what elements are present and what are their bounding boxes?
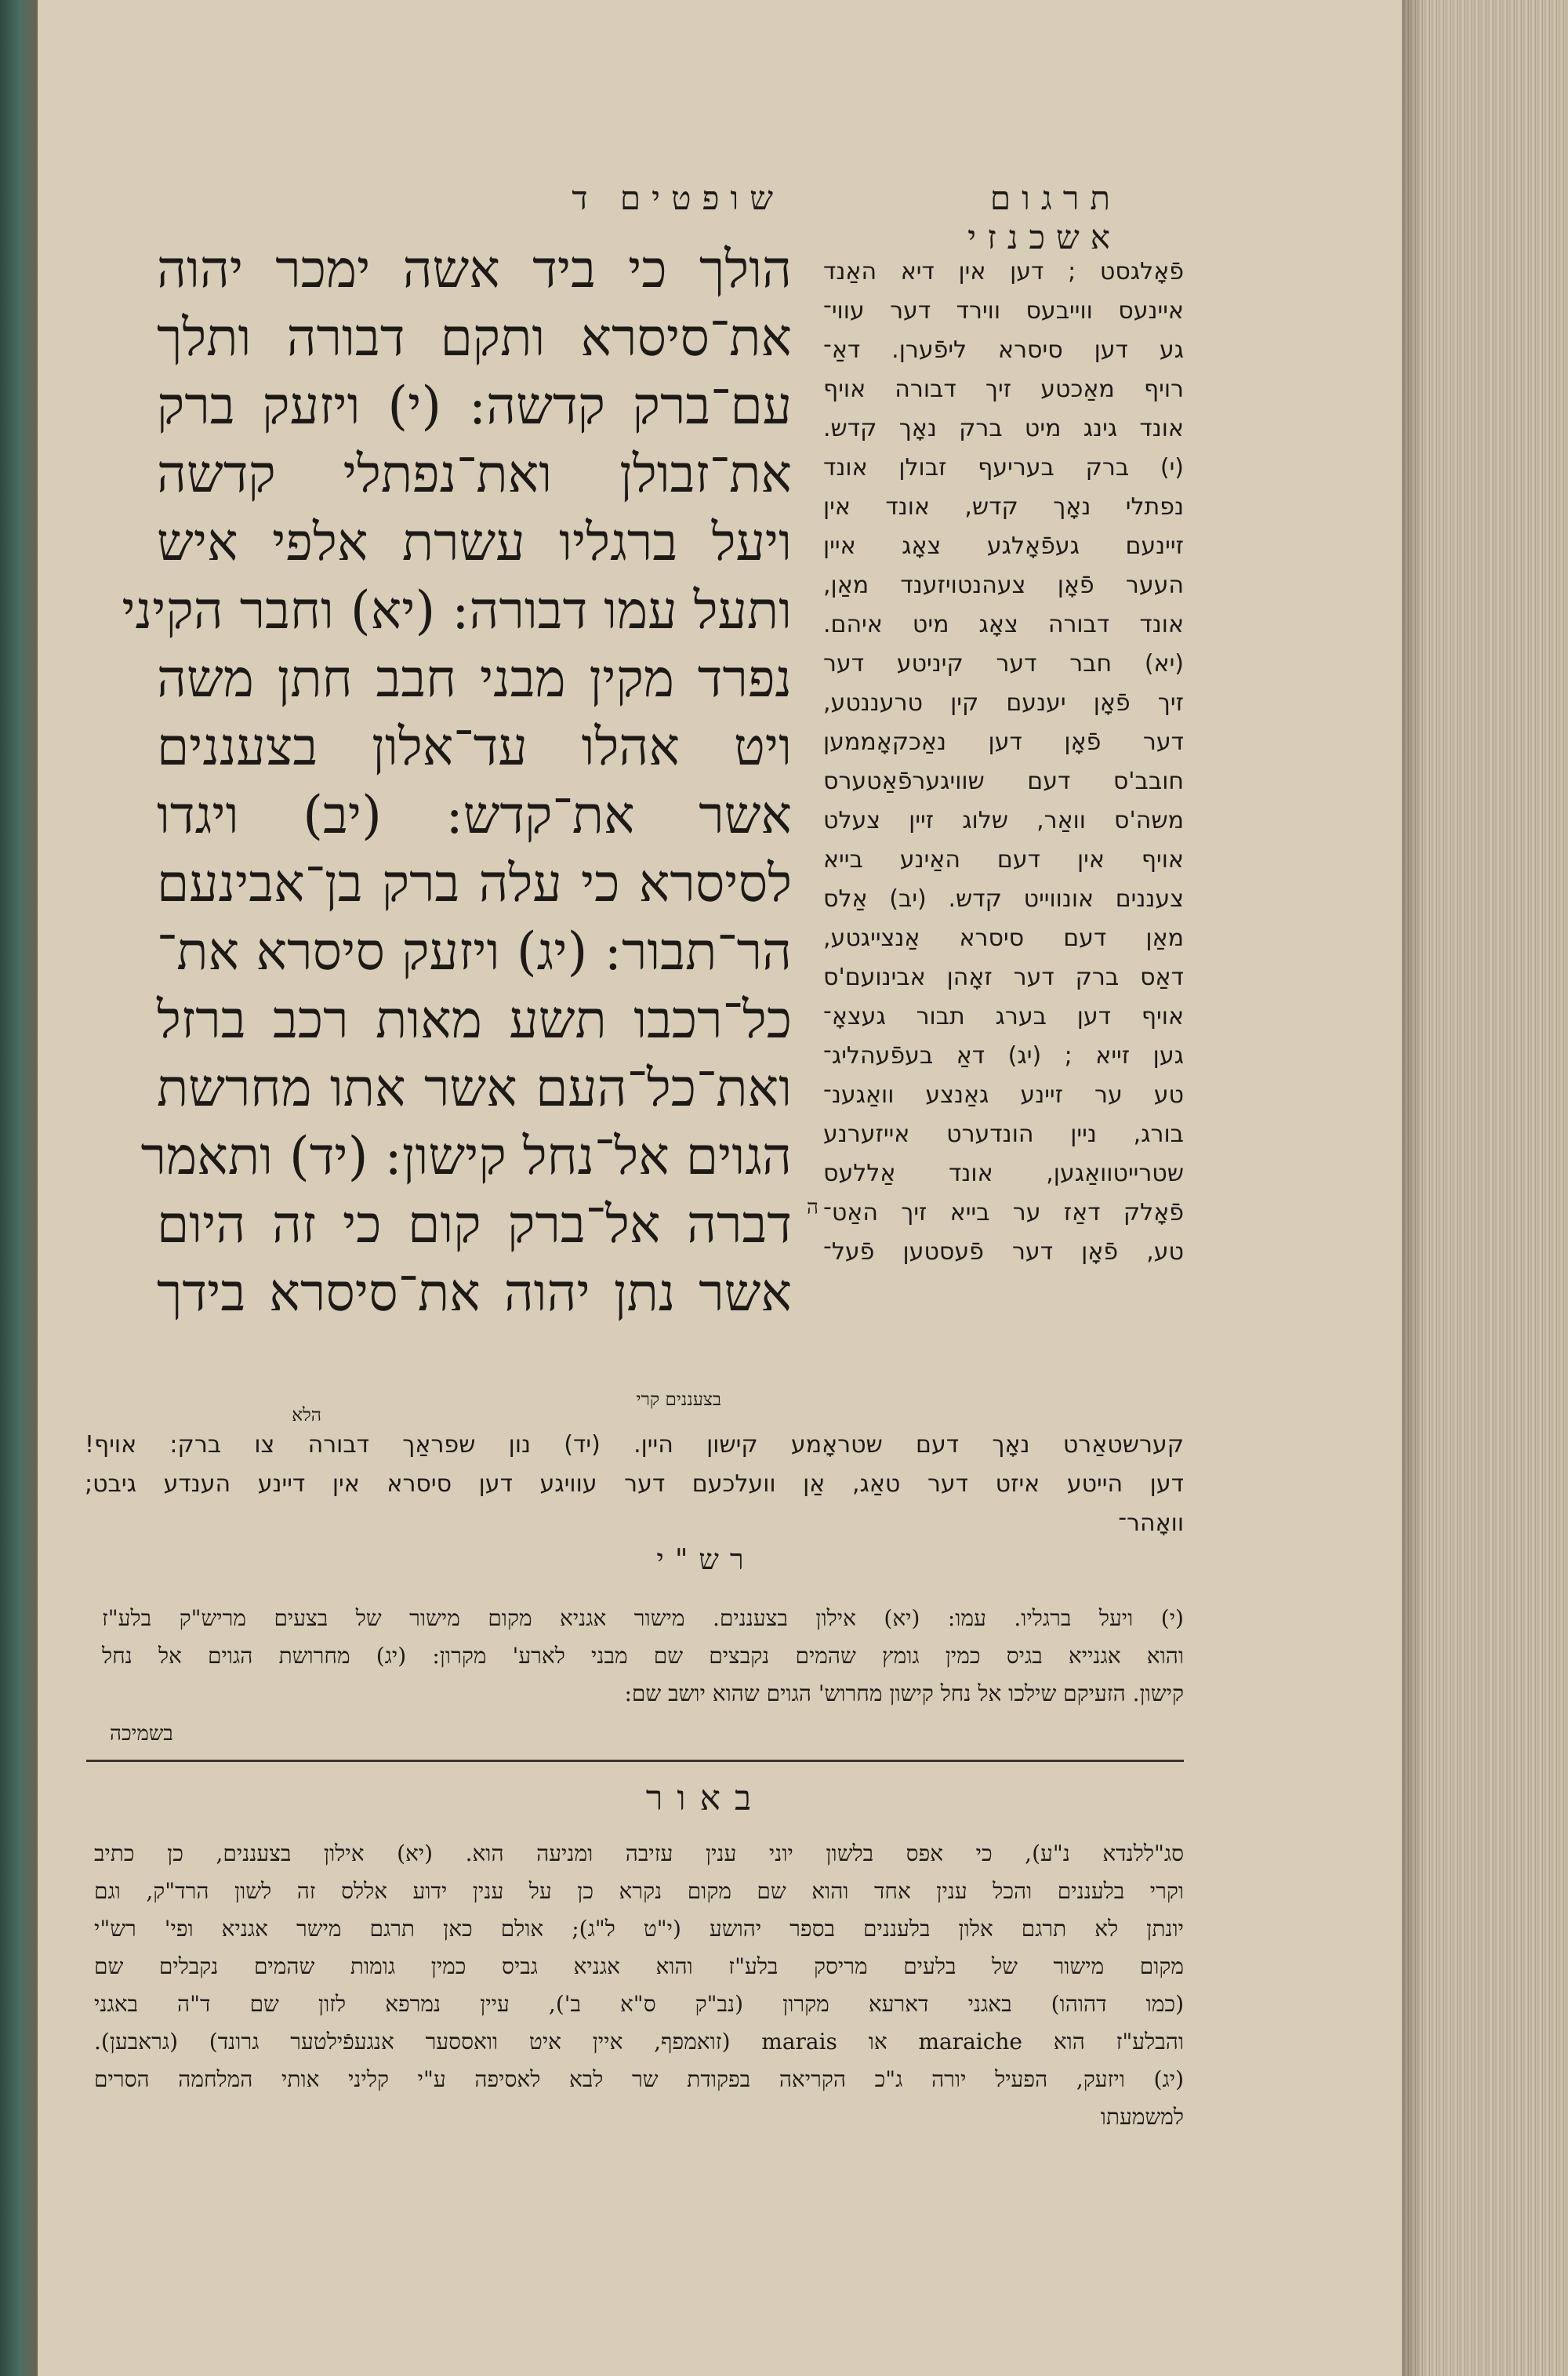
targum-line: אונד דבורה צאָג מיט איהם. xyxy=(823,611,1184,638)
main-text-line: ותעל עמו דבורה: (יא) וחבר הקיני xyxy=(122,580,792,641)
main-text-line: ואת־כל־העם אשר אתו מחרשת xyxy=(157,1058,792,1118)
main-text-line: הגוים אל־נחל קישון: (יד) ותאמר xyxy=(140,1126,792,1186)
targum-line: רויף מאַכטע זיך דבורה אויף xyxy=(823,376,1184,403)
biur-line: יונתן לא תרגם אלון בלעננים בספר יהושע (י"ט ל"ג); אולם כאן תרגם מישר אגניא ופי' רש"י xyxy=(94,1916,1185,1942)
catchword: בשמיכה xyxy=(110,1722,173,1746)
main-text-line: אשר נתן יהוה את־סיסרא בידך xyxy=(157,1262,792,1323)
targum-line: דער פֿאָן דען נאַכקאָממען xyxy=(823,728,1184,756)
targum-line: אונד גינג מיט ברק נאָך קדש. xyxy=(823,415,1184,442)
targum-line: (י) ברק בעריעף זבולן אונד xyxy=(823,454,1184,481)
targum-line: טע, פֿאָן דער פֿעסטען פֿעל־ xyxy=(823,1238,1184,1266)
biur-line: מקום מישור של בלעים מריסק בלע"ז והוא אגניא גביס כמין גומות שהמים נקבלים שם xyxy=(94,1953,1184,1979)
targum-line: איינעס ווייבעס ווירד דער עווי־ xyxy=(823,297,1184,325)
targum-line: העער פֿאָן צעהנטויזענד מאַן, xyxy=(823,572,1184,599)
targum-line: וואָהר־ xyxy=(1118,1510,1184,1537)
targum-line: פֿאָלגסט ; דען אין דיא האַנד xyxy=(823,258,1184,285)
main-hebrew-text xyxy=(122,235,792,1327)
main-text-line: אשר את־קדש: (יב) ויגדו xyxy=(157,785,792,845)
targum-line: שטרייטוואַגען, אונד אַללעס xyxy=(823,1160,1184,1187)
targum-continuation xyxy=(85,1426,1184,1543)
main-text-line: את־סיסרא ותקם דבורה ותלך xyxy=(157,307,792,368)
targum-line: דאַס ברק דער זאָהן אבינועם'ס xyxy=(823,964,1184,991)
targum-column xyxy=(823,252,1184,1272)
book-spine xyxy=(0,0,38,2376)
main-text-line: דברה אל־ברק קום כי זה היום xyxy=(157,1194,792,1255)
main-text-line: נפרד מקין מבני חבב חתן משה xyxy=(157,648,792,709)
rashi-heading: רש"י xyxy=(656,1544,755,1576)
section-divider xyxy=(86,1760,1184,1762)
targum-line: נפתלי נאָך קדש, אונד אין xyxy=(823,493,1184,521)
targum-line: פֿאָלק דאַז ער בייא זיך האַט־ xyxy=(823,1199,1184,1226)
rashi-commentary xyxy=(102,1600,1184,1713)
targum-line: חובב'ס דעם שוויגערפֿאַטערס xyxy=(823,768,1184,795)
targum-line: צעננים אונווייט קדש. (יב) אַלס xyxy=(823,885,1184,913)
targum-line: אויף אין דעם האַינע בייא xyxy=(823,846,1184,874)
targum-line: בורג, ניין הונדערט אייזערנע xyxy=(823,1121,1184,1148)
targum-line: (יא) חבר דער קיניטע דער xyxy=(823,650,1184,678)
rashi-line: קישון. הזעיקם שילכו אל נחל קישון מחרוש' הגוים שהוא יושב שם: xyxy=(624,1680,1184,1706)
page-edges xyxy=(1402,0,1568,2376)
main-text-line: את־זבולן ואת־נפתלי קדשה xyxy=(157,444,792,504)
biur-commentary xyxy=(94,1835,1184,2136)
targum-line: זיינעם געפֿאָלגע צאָג איין xyxy=(823,532,1184,560)
running-head-book: שופטים ד xyxy=(572,179,784,217)
biur-line: והבלע"ז הוא maraiche או marais (זואמפף, איין איט וואססער אנגעפֿילטער גרונד) (גראבען). xyxy=(94,2029,1184,2054)
targum-line: מאַן דעם סיסרא אַנצייגטע, xyxy=(823,925,1184,952)
margin-note: ה xyxy=(807,1196,818,1219)
main-text-line: ויט אהלו עד־אלון בצעננים xyxy=(157,717,792,777)
rashi-line: (י) ויעל ברגליו. עמו: (יא) אילון בצעננים. מישור אגניא מקום מישור של בצעים מריש"ק בלע"ז xyxy=(102,1605,1184,1631)
page-edge-shadow xyxy=(1402,0,1425,2376)
main-text-line: לסיסרא כי עלה ברק בן־אבינעם xyxy=(157,853,792,914)
biur-line: סג"ללנדא נ"ע), כי אפס בלשון יוני ענין עזיבה ומניעה הוא. (יא) אילון בצעננים, כן כתיב xyxy=(94,1840,1184,1866)
qere-note-secondary: הלא xyxy=(292,1405,321,1426)
main-text-line: הר־תבור: (יג) ויזעק סיסרא את־ xyxy=(157,921,792,982)
main-text-line: ויעל ברגליו עשרת אלפי איש xyxy=(157,512,792,572)
targum-line: משה'ס וואַר, שלוג זיין צעלט xyxy=(823,807,1184,834)
rashi-line: והוא אגנייא בגיס כמין גומץ שהמים נקבצים שם מבני לארע' מקרון: (יג) מחרושת הגוים אל נחל xyxy=(102,1643,1184,1669)
main-text-line: עם־ברק קדשה: (י) ויזעק ברק xyxy=(157,376,792,436)
running-head-targum: תרגום אשכנזי xyxy=(967,179,1121,256)
biur-line: למשמעתו xyxy=(1100,2104,1184,2130)
targum-line: טע ער זיינע גאַנצע וואַגענ־ xyxy=(823,1081,1184,1109)
main-text-line: כל־רכבו תשע מאות רכב ברזל xyxy=(157,990,792,1050)
targum-line: זיך פֿאָן יענעם קין טרעננטע, xyxy=(823,689,1184,717)
biur-heading: באור xyxy=(645,1778,766,1818)
biur-line: וקרי בלעננים והכל ענין אחד והוא שם מקום נקרא כן על ענין ידוע אללס זה לשון הרד"ק, וגם xyxy=(94,1878,1184,1904)
targum-line: קערשטאַרט נאָך דעם שטראָמע קישון היין. (יד) נון שפראַך דבורה צו ברק: אויף! xyxy=(85,1431,1184,1459)
targum-line: אויף דען בערג תבור געצאָ־ xyxy=(823,1003,1184,1030)
targum-line: דען הייטע איזט דער טאַג, אַן וועלכעם דער עוויגע דען סיסרא אין דיינע הענדע גיבט; xyxy=(85,1470,1184,1498)
targum-line: גע דען סיסרא ליפֿערן. דאַ־ xyxy=(823,336,1184,364)
biur-line: (כמו דהוהו) באגני דארעא מקרון (נב"ק ס"א ב'), עיין נמרפא לזון שם ד"ה באגני xyxy=(94,1991,1184,2017)
main-text-line: הולך כי ביד אשה ימכר יהוה xyxy=(157,239,792,300)
biur-line: (יג) ויזעק, הפעיל יורה ג"כ הקריאה בפקודת שר לבא לאסיפה ע"י קליני אותי המלחמה הסרים xyxy=(94,2066,1184,2092)
targum-line: גען זייא ; (יג) דאַ בעפֿעהליג־ xyxy=(823,1042,1184,1070)
qere-note: בצעננים קרי xyxy=(636,1390,721,1410)
